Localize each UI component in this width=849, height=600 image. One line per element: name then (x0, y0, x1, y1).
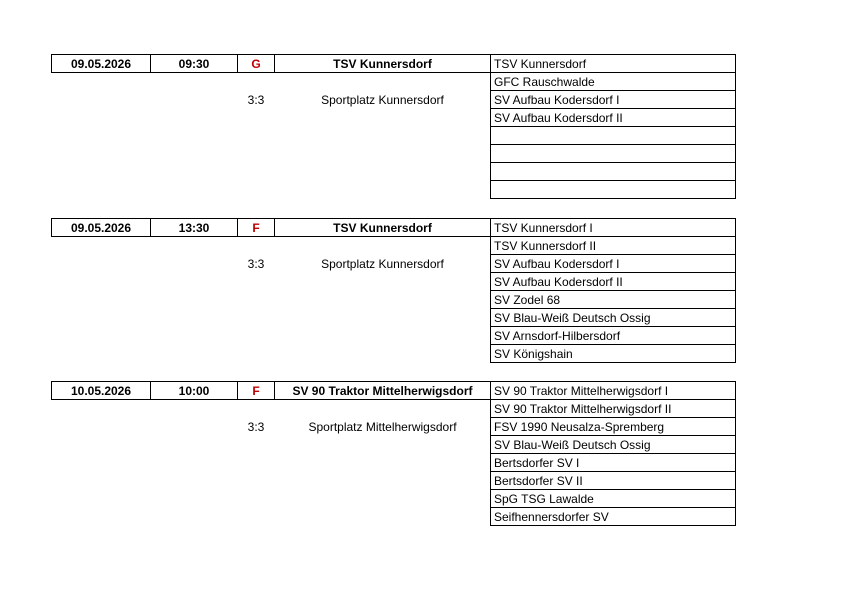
team-cell: SV Blau-Weiß Deutsch Ossig (490, 435, 736, 454)
team-cell: TSV Kunnersdorf II (490, 236, 736, 255)
team-cell: SV 90 Traktor Mittelherwigsdorf I (490, 381, 736, 400)
team-cell (490, 180, 736, 199)
match-format: 3:3 (247, 93, 265, 107)
team-cell: FSV 1990 Neusalza-Spremberg (490, 417, 736, 436)
match-code: F (237, 218, 275, 237)
team-cell (490, 144, 736, 163)
team-cell: SV Aufbau Kodersdorf II (490, 272, 736, 291)
team-cell (490, 162, 736, 181)
match-host: SV 90 Traktor Mittelherwigsdorf (274, 381, 491, 400)
match-date: 10.05.2026 (51, 381, 151, 400)
match-time: 09:30 (150, 54, 238, 73)
team-cell: Bertsdorfer SV I (490, 453, 736, 472)
team-cell: GFC Rauschwalde (490, 72, 736, 91)
match-time: 10:00 (150, 381, 238, 400)
team-cell: SpG TSG Lawalde (490, 489, 736, 508)
team-cell: Seifhennersdorfer SV (490, 507, 736, 526)
team-cell: SV Aufbau Kodersdorf I (490, 90, 736, 109)
match-code: F (237, 381, 275, 400)
match-host: TSV Kunnersdorf (274, 218, 491, 237)
team-cell: SV Aufbau Kodersdorf I (490, 254, 736, 273)
team-cell: SV Königshain (490, 344, 736, 363)
match-date: 09.05.2026 (51, 218, 151, 237)
match-code: G (237, 54, 275, 73)
team-cell: SV Arnsdorf-Hilbersdorf (490, 326, 736, 345)
team-cell: TSV Kunnersdorf I (490, 218, 736, 237)
match-venue: Sportplatz Kunnersdorf (321, 257, 444, 271)
team-cell: Bertsdorfer SV II (490, 471, 736, 490)
team-cell: SV Blau-Weiß Deutsch Ossig (490, 308, 736, 327)
match-date: 09.05.2026 (51, 54, 151, 73)
match-format: 3:3 (247, 420, 265, 434)
match-venue: Sportplatz Kunnersdorf (321, 93, 444, 107)
match-venue: Sportplatz Mittelherwigsdorf (308, 420, 457, 434)
team-cell: TSV Kunnersdorf (490, 54, 736, 73)
team-cell: SV Zodel 68 (490, 290, 736, 309)
match-host: TSV Kunnersdorf (274, 54, 491, 73)
team-cell: SV Aufbau Kodersdorf II (490, 108, 736, 127)
match-format: 3:3 (247, 257, 265, 271)
team-cell: SV 90 Traktor Mittelherwigsdorf II (490, 399, 736, 418)
match-time: 13:30 (150, 218, 238, 237)
team-cell (490, 126, 736, 145)
